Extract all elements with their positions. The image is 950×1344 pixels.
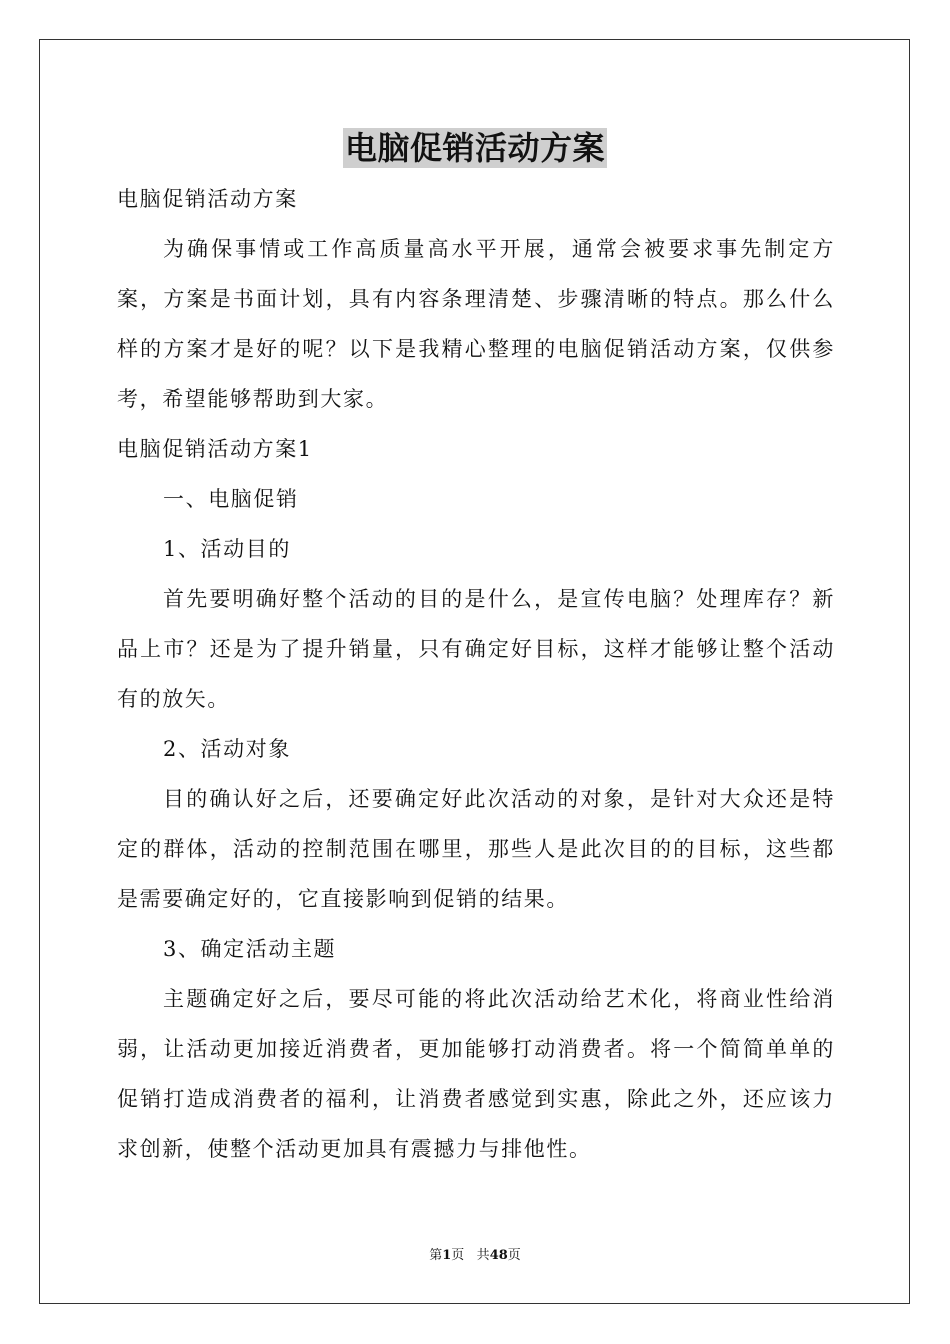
section-heading: 电脑促销活动方案1	[117, 437, 313, 461]
sub-heading: 2、活动对象	[163, 737, 291, 761]
footer-total-prefix: 共	[476, 1248, 490, 1263]
sub-heading: 一、电脑促销	[163, 487, 299, 511]
footer-total-suffix: 页	[507, 1248, 521, 1263]
page-footer	[0, 1247, 950, 1265]
sub-heading: 3、确定活动主题	[163, 937, 337, 961]
title-container	[0, 128, 950, 168]
document-body	[117, 174, 835, 1174]
paragraph: 主题确定好之后，要尽可能的将此次活动给艺术化，将商业性给消弱，让活动更加接近消费者，更加能够打动消费者。将一个简简单单的促销打造成消费者的福利，让消费者感觉到实惠，除此之外，还应该力求创新，使整个活动更加具有震撼力与排他性。	[117, 987, 835, 1161]
footer-page-suffix: 页	[451, 1248, 465, 1263]
paragraph: 首先要明确好整个活动的目的是什么，是宣传电脑？处理库存？新品上市？还是为了提升销量，只有确定好目标，这样才能够让整个活动有的放矢。	[117, 587, 835, 711]
footer-total-pages: 48	[489, 1248, 508, 1263]
footer-prefix: 第	[429, 1248, 443, 1263]
paragraph: 电脑促销活动方案	[117, 187, 298, 211]
document-title: 电脑促销活动方案	[344, 129, 605, 167]
footer-page-number: 1	[442, 1248, 452, 1263]
paragraph: 为确保事情或工作高质量高水平开展，通常会被要求事先制定方案，方案是书面计划，具有内容条理清楚、步骤清晰的特点。那么什么样的方案才是好的呢？以下是我精心整理的电脑促销活动方案，仅供参考，希望能够帮助到大家。	[117, 237, 835, 411]
sub-heading: 1、活动目的	[163, 537, 291, 561]
paragraph: 目的确认好之后，还要确定好此次活动的对象，是针对大众还是特定的群体，活动的控制范围在哪里，那些人是此次目的的目标，这些都是需要确定好的，它直接影响到促销的结果。	[117, 787, 835, 911]
